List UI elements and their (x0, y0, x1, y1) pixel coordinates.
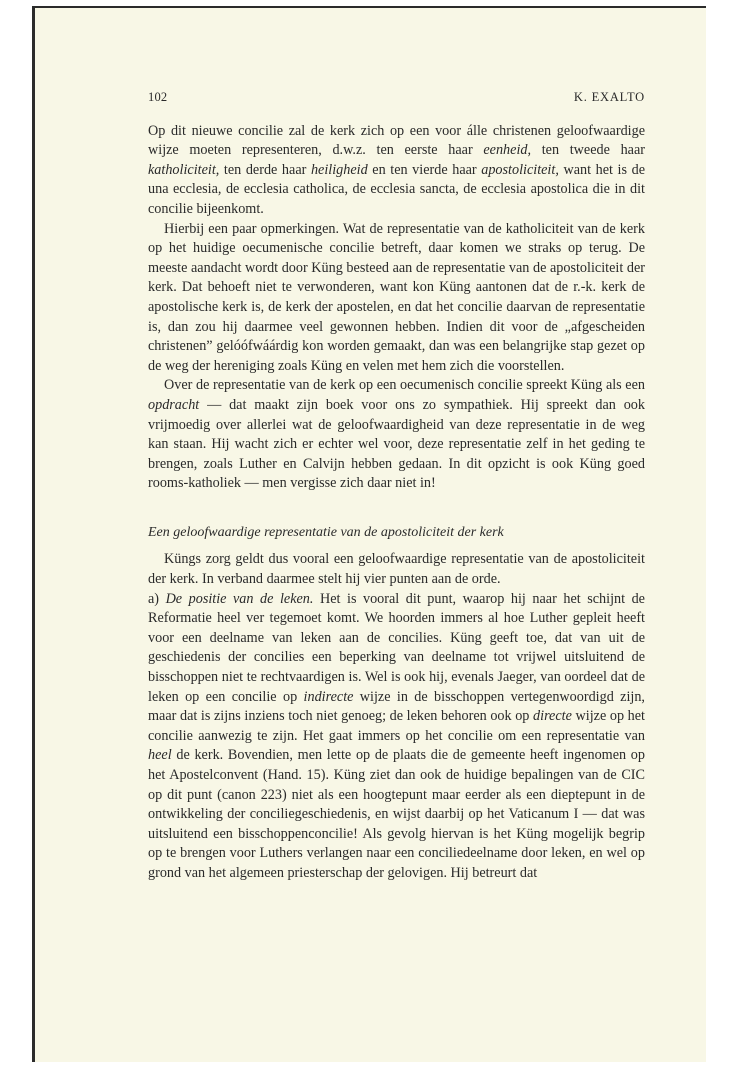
italic-run: heel (148, 747, 172, 764)
paragraph-2 (148, 220, 645, 377)
italic-run: apostoliciteit, (481, 161, 559, 178)
italic-run: katholiciteit, (148, 161, 220, 178)
text-run: Over de representatie van de kerk op een oecumenisch concilie spreekt Küng als een (164, 377, 645, 394)
italic-run: heiligheid (310, 161, 368, 178)
text-run: Küngs zorg geldt dus vooral een geloofwaardige representatie van de apostoliciteit der kerk. In verband daarmee stelt hij vier punten aan de orde. (148, 551, 645, 588)
italic-run: De positie van de leken. (165, 590, 314, 607)
running-author: K. EXALTO (573, 90, 645, 104)
paragraph-1 (148, 122, 645, 220)
text-run: wijze in de bisschoppen vertegenwoordigd zijn, maar dat is zijns inziens toch niet genoeg; de leken behoren ook op (148, 688, 645, 725)
text-run: want het is de una ecclesia, de ecclesia catholica, de ecclesia sancta, de ecclesia apostolica die in dit concilie bijeenkomt. (148, 161, 646, 217)
section-paragraph-1 (148, 550, 645, 589)
text-run: — dat maakt zijn boek voor ons zo sympathiek. Hij spreekt dan ook vrijmoedig over allerlei wat de geloofwaardigheid van deze representatie in de weg kan staan. Hij wacht zich er echter wel voor, deze representatie zelf in het geding te brengen, zoals Luther en Calvijn hebben gedaan. In dit opzicht is ook Küng goed rooms-katholiek — men vergisse zich daar niet in! (148, 396, 645, 492)
italic-run: directe (533, 708, 572, 725)
text-run: Hierbij een paar opmerkingen. Wat de representatie van de katholiciteit van de kerk op het huidige oecumenische concilie betreft, daar komen we straks op terug. De meeste aandacht wordt door Küng besteed aan de representatie van de apostoliciteit der kerk. Dat behoeft niet te verwonderen, want kon Küng aantonen dat de r.-k. kerk de apostolische kerk is, de kerk der apostelen, en dat het concilie daarvan de representatie is, dan zou hij daarmee veel gewonnen hebben. Indien dit voor de „afgescheiden christenen” gelóófwáárdig kon worden gemaakt, dan was een belangrijke stap gezet op de weg der hereniging zoals Küng en velen met hem zich die voorstellen. (148, 220, 645, 374)
running-header (148, 88, 645, 108)
text-run: ten tweede haar (531, 142, 645, 159)
text-run: de kerk. Bovendien, men lette op de plaats die de gemeente heeft ingenomen op het Apostelconvent (Hand. 15). Küng ziet dan ook de huidige bepalingen van de CIC op dit punt (canon 223) niet als een hoogtepunt maar eerder als een dieptepunt in de ontwikkeling der conciliegeschiedenis, en wijst daarbij op het Vaticanum I — dat was uitsluitend een bisschoppenconcilie! Als gevolg hiervan is het Küng mogelijk begrip op te brengen voor Luthers verlangen naar een conciliedeelname door leken, en wel op grond van het algemeen priesterschap der gelovigen. Hij betreurt dat (148, 747, 645, 881)
section-paragraph-2 (148, 590, 645, 884)
page-number: 102 (148, 90, 168, 104)
paragraph-3 (148, 376, 645, 494)
text-run: Het is vooral dit punt, waarop hij naar het schijnt de Reformatie heel ver tegemoet komt. We hoorden immers al hoe Luther gepleit heeft voor een deelname van leken aan de concilies. Küng geeft toe, dat van uit de geschiedenis der concilies een beperking van deelname tot vrijwel uitsluitend de bisschoppen niet te rechtvaardigen is. Wel is ook hij, evenals Jaeger, van oordeel dat de leken op een concilie op (148, 590, 645, 705)
text-run: a) (148, 590, 166, 607)
italic-run: eenheid, (483, 142, 532, 159)
section-heading: Een geloofwaardige representatie van de apostoliciteit der kerk (148, 524, 504, 540)
text-run: en ten vierde haar (367, 161, 482, 178)
italic-run: opdracht (148, 396, 200, 413)
page-content (148, 88, 645, 884)
text-run: wijze op het concilie aanwezig te zijn. Het gaat immers op het concilie om een representatie van (148, 708, 645, 744)
italic-run: indirecte (303, 688, 354, 705)
text-run: Op dit nieuwe concilie zal de kerk zich op een voor álle christenen geloofwaardige wijze moeten representeren, d.w.z. ten eerste haar (148, 122, 645, 159)
text-run: ten derde haar (219, 161, 311, 178)
book-page (32, 6, 706, 1062)
